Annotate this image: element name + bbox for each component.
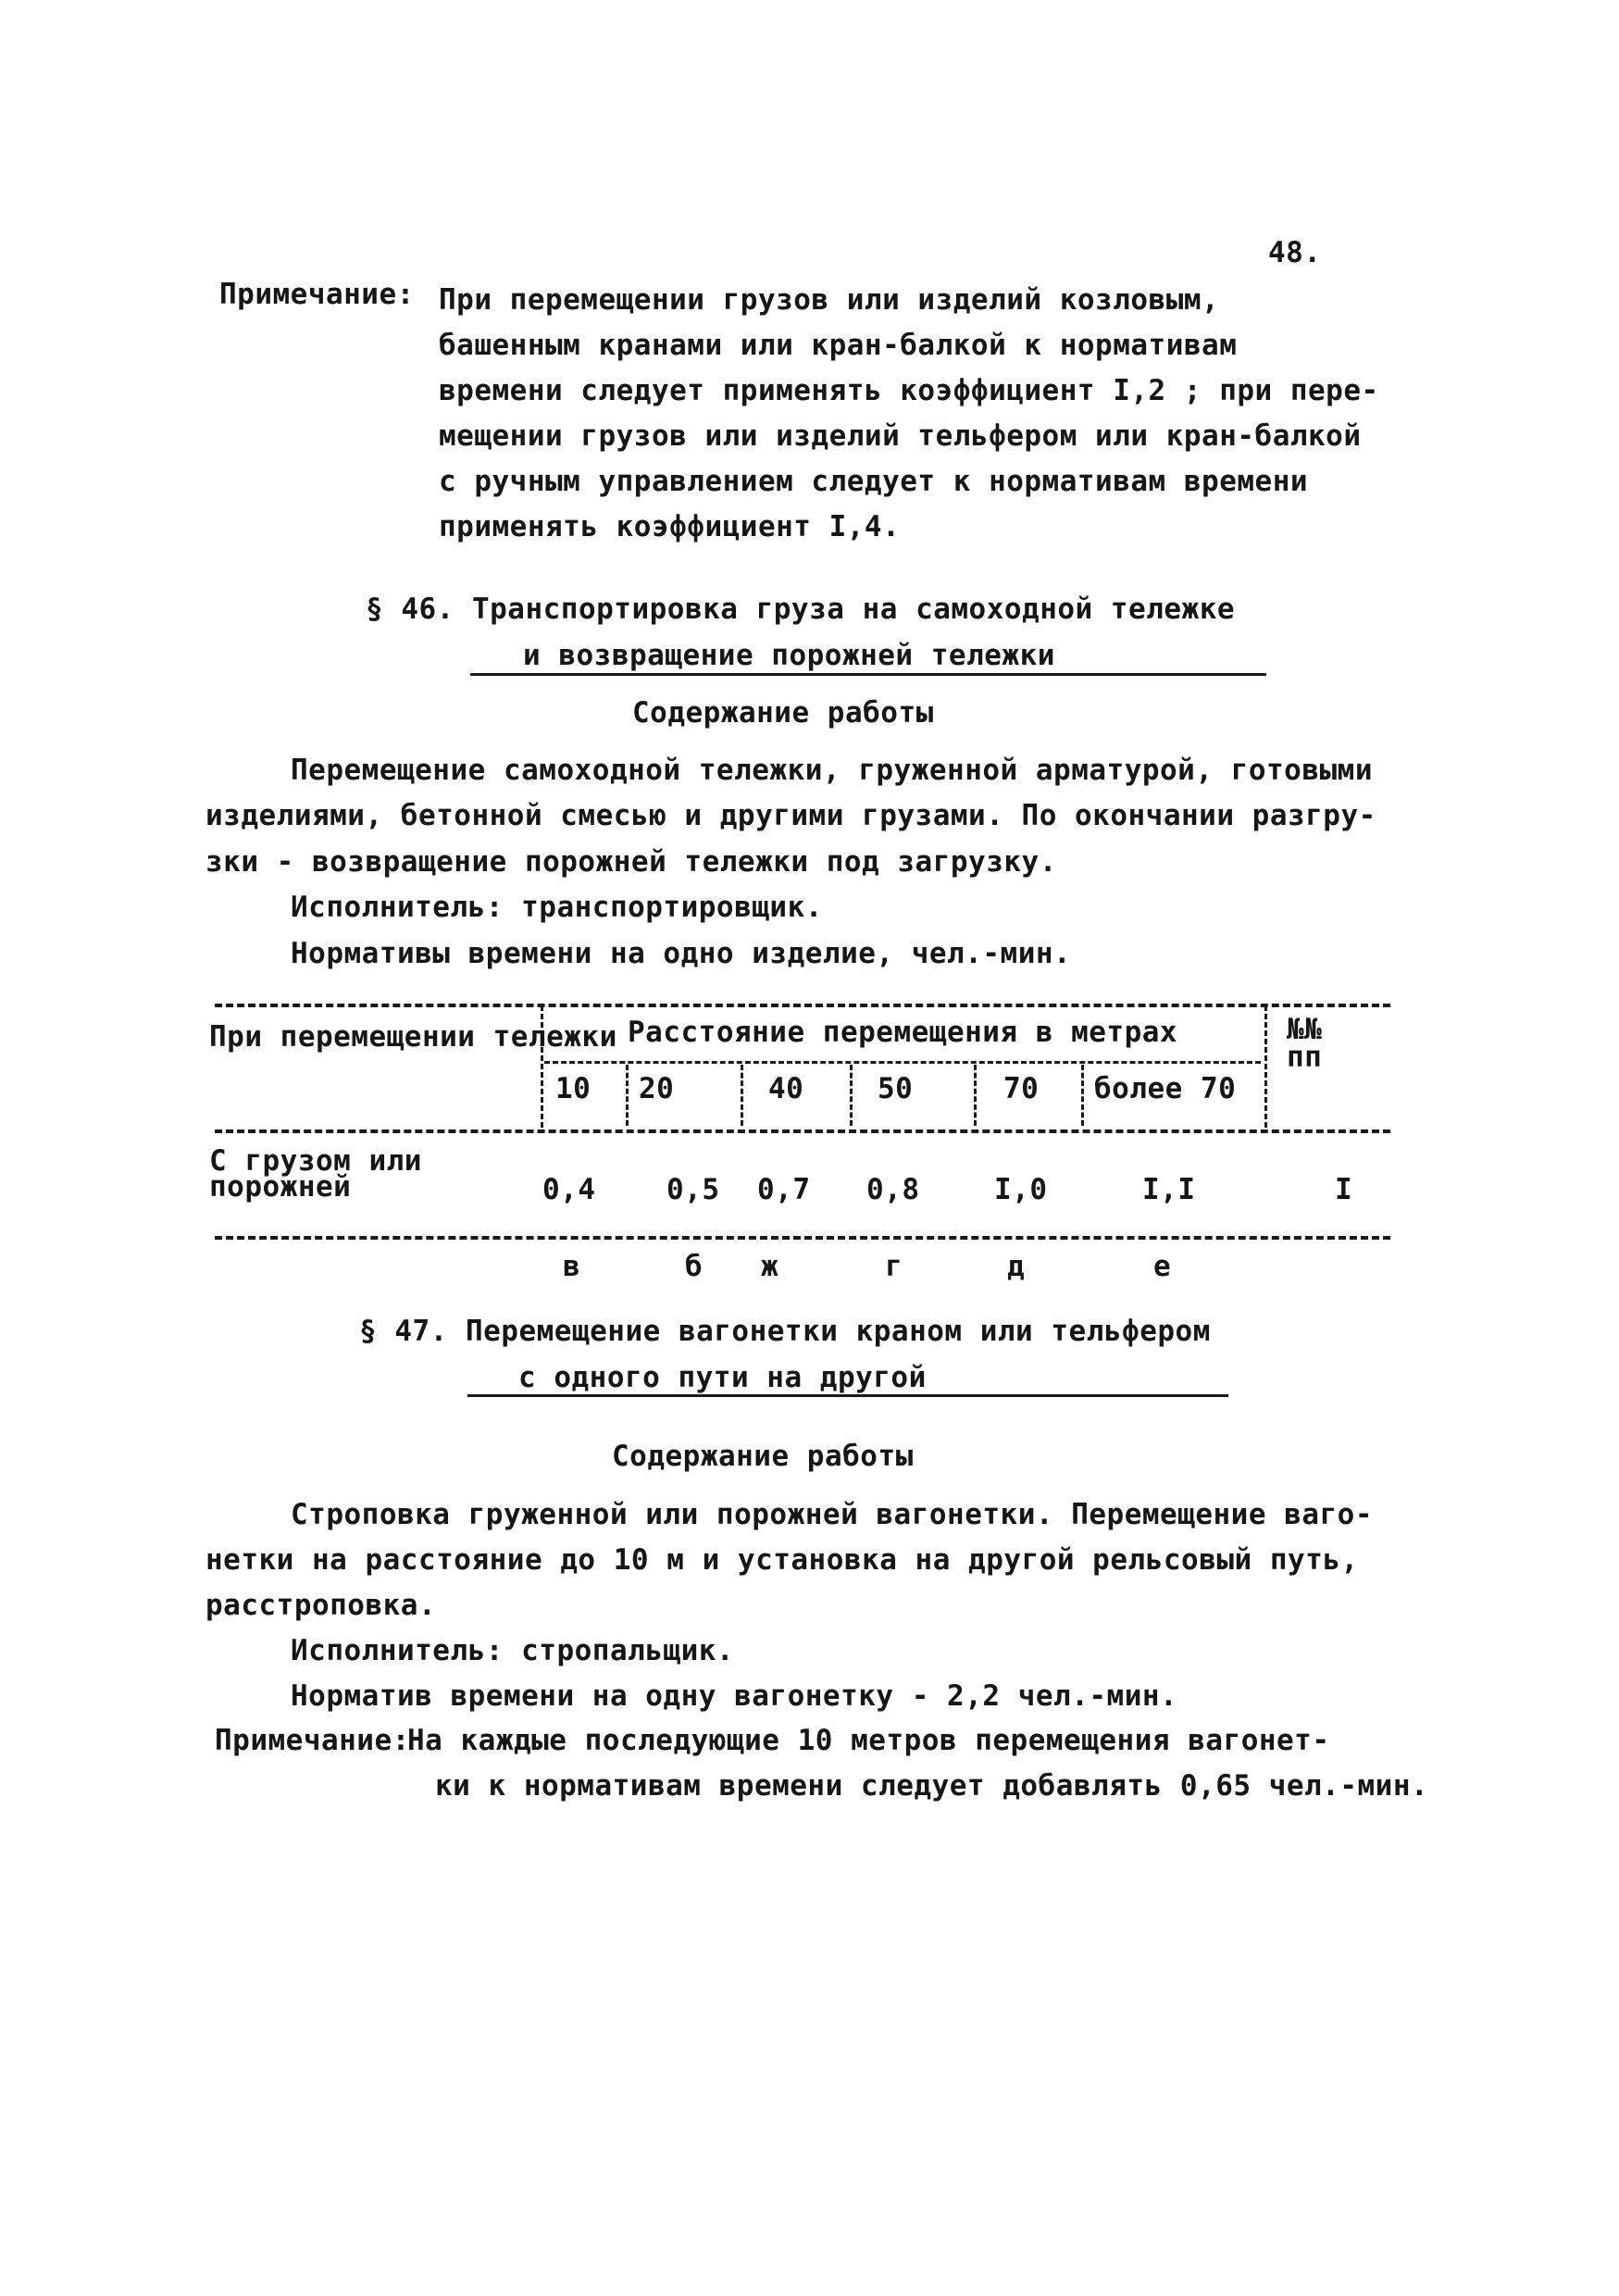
table-top-rule — [215, 1004, 1390, 1007]
section-46-title: § 46. Транспортировка груза на самоходной тележке — [366, 593, 1236, 626]
column-code: в — [563, 1250, 581, 1283]
row-header: При перемещении тележки — [209, 1020, 617, 1054]
distance-column-header: 20 — [639, 1072, 675, 1105]
section-47-underline — [467, 1394, 1228, 1397]
distance-column-header: 40 — [768, 1072, 804, 1105]
section-46-body-line: зки - возвращение порожней тележки под загрузку. — [205, 845, 1057, 879]
value-cell: 0,5 — [666, 1173, 720, 1206]
table-divider — [1264, 1005, 1267, 1128]
distance-column-header: 10 — [555, 1072, 592, 1105]
column-code: д — [1007, 1250, 1026, 1283]
column-divider — [850, 1065, 853, 1126]
column-divider — [974, 1065, 977, 1126]
section-47-title-line2: с одного пути на другой — [518, 1361, 927, 1394]
note-line: ки к нормативам времени следует добавлять 0,65 чел.-мин. — [435, 1769, 1429, 1803]
section-47-body-line: нетки на расстояние до 10 м и установка на другой рельсовый путь, — [205, 1543, 1359, 1577]
section-46-underline — [470, 673, 1266, 676]
section-47-content-heading: Содержание работы — [612, 1440, 914, 1473]
note-line: На каждые последующие 10 метров перемещения вагонет- — [407, 1724, 1330, 1757]
value-cell: I,0 — [994, 1173, 1048, 1206]
note-label: Примечание: — [219, 278, 415, 311]
note-label: Примечание: — [215, 1724, 410, 1757]
section-47-title: § 47. Перемещение вагонетки краном или тельфером — [359, 1315, 1211, 1348]
section-46-content-heading: Содержание работы — [632, 696, 934, 730]
value-cell: I,I — [1142, 1173, 1196, 1206]
table-header-rule — [215, 1129, 1390, 1133]
value-cell: 0,4 — [542, 1173, 596, 1206]
column-divider — [1081, 1065, 1084, 1126]
section-46-title-line2: и возвращение порожней тележки — [523, 639, 1055, 672]
distance-header-rule — [544, 1061, 1261, 1064]
distance-column-header: более 70 — [1094, 1072, 1237, 1105]
number-header: №№ пп — [1287, 1013, 1323, 1074]
section-47-body-line: расстроповка. — [205, 1589, 437, 1622]
column-code: б — [685, 1250, 704, 1283]
column-code: ж — [761, 1250, 779, 1283]
page-number: 48. — [1268, 236, 1322, 269]
section-47-norm: Норматив времени на одну вагонетку - 2,2 чел.-мин. — [291, 1679, 1178, 1713]
section-46-norms: Нормативы времени на одно изделие, чел.-мин. — [291, 937, 1072, 970]
section-46-body-line: изделиями, бетонной смесью и другими грузами. По окончании разгру- — [205, 799, 1376, 832]
row-number: I — [1335, 1173, 1353, 1206]
section-46-body-line: Перемещение самоходной тележки, груженной арматурой, готовыми — [291, 754, 1373, 787]
row-label: С грузом или порожней — [209, 1144, 422, 1204]
note-line: башенным кранами или кран-балкой к нормативам — [439, 329, 1238, 362]
column-code: е — [1153, 1250, 1172, 1283]
note-line: применять коэффициент I,4. — [439, 510, 901, 543]
distance-header: Расстояние перемещения в метрах — [628, 1016, 1178, 1049]
note-line: При перемещении грузов или изделий козловым, — [439, 283, 1220, 317]
distance-column-header: 70 — [1003, 1072, 1040, 1105]
column-divider — [626, 1065, 629, 1126]
table-bottom-rule — [215, 1236, 1390, 1240]
column-divider — [741, 1065, 743, 1126]
section-46-performer: Исполнитель: транспортировщик. — [291, 891, 823, 924]
column-code: г — [885, 1250, 903, 1283]
note-line: с ручным управлением следует к нормативам времени — [439, 465, 1309, 498]
section-47-body-line: Строповка груженной или порожней вагонетки. Перемещение ваго- — [291, 1498, 1373, 1531]
section-47-performer: Исполнитель: стропальщик. — [291, 1634, 735, 1667]
note-line: времени следует применять коэффициент I,2 ; при пере- — [439, 374, 1379, 407]
note-line: мещении грузов или изделий тельфером или кран-балкой — [439, 419, 1362, 453]
distance-column-header: 50 — [878, 1072, 914, 1105]
value-cell: 0,8 — [866, 1173, 920, 1206]
note-text — [439, 278, 1379, 550]
value-cell: 0,7 — [757, 1173, 811, 1206]
